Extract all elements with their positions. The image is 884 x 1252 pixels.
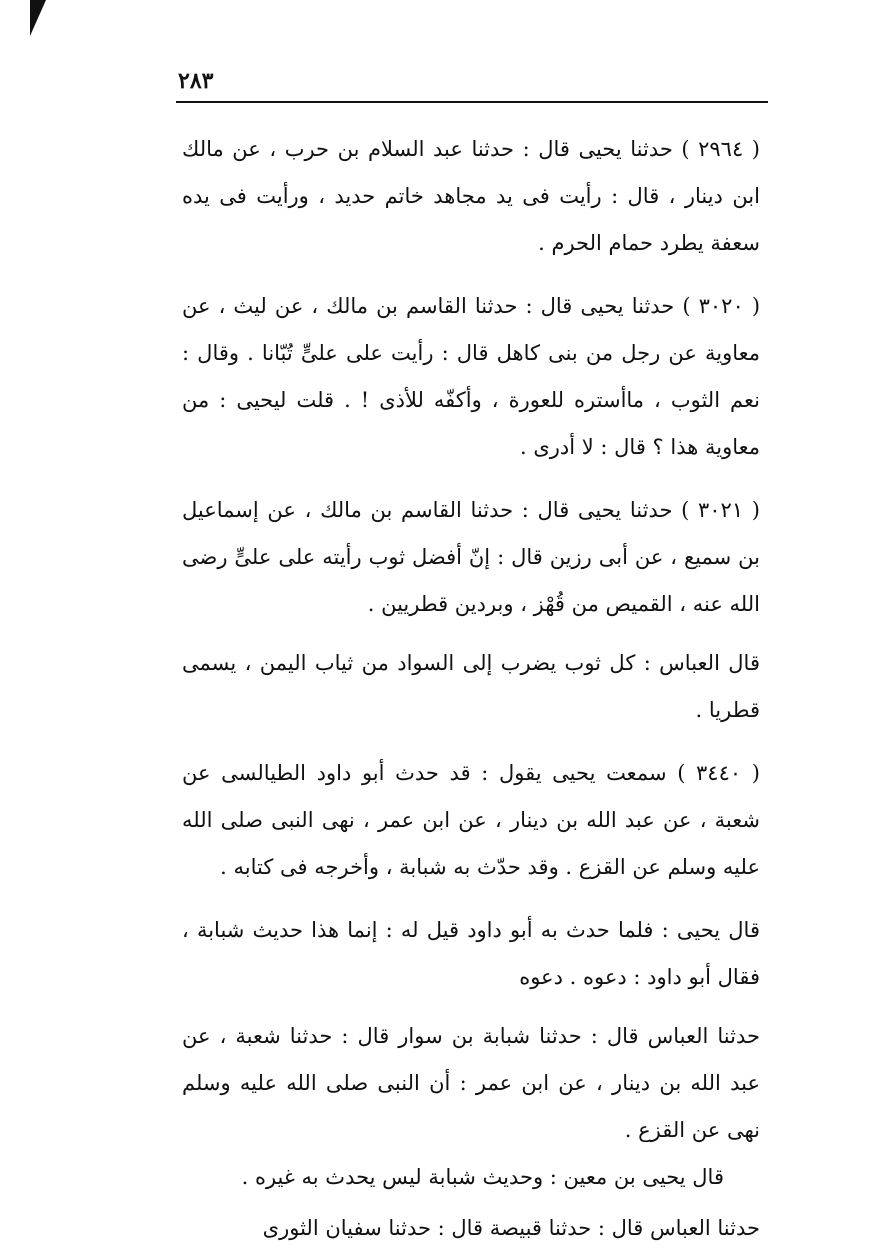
paragraph-qabisa: حدثنا العباس قال : حدثنا قبيصة قال : حدثنا سفيان الثورى: [262, 1216, 760, 1240]
page-body: [182, 126, 760, 1252]
header-divider: [176, 101, 768, 103]
paragraph-3021: ( ٣٠٢١ ) حدثنا يحيى قال : حدثنا القاسم بن مالك ، عن إسماعيل بن سميع ، عن أبى رزين قال : إنّ أفضل ثوب رأيته على علىٍّ رضى الله عنه ، القميص من قُهْز ، وبردين قطريين .: [182, 498, 760, 616]
paragraph-yahya-note: قال يحيى : فلما حدث به أبو داود قيل له : إنما هذا حديث شبابة ، فقال أبو داود : دعوه . دعوه: [182, 918, 760, 989]
paragraph-3440: ( ٣٤٤٠ ) سمعت يحيى يقول : قد حدث أبو داود الطيالسى عن شعبة ، عن عبد الله بن دينار ، عن ابن عمر ، نهى النبى صلى الله عليه وسلم عن القزع . وقد حدّث به شبابة ، وأخرجه فى كتابه .: [182, 761, 760, 879]
paragraph-abbas-note: قال العباس : كل ثوب يضرب إلى السواد من ثياب اليمن ، يسمى قطريا .: [182, 651, 760, 722]
paragraph-abbas-shababa: حدثنا العباس قال : حدثنا شبابة بن سوار قال : حدثنا شعبة ، عن عبد الله بن دينار ، عن ابن عمر : أن النبى صلى الله عليه وسلم نهى عن القزع .: [182, 1024, 760, 1142]
page-number: ٢٨٣: [178, 68, 214, 94]
paragraph-ibn-main: قال يحيى بن معين : وحديث شبابة ليس يحدث به غيره .: [241, 1165, 724, 1189]
paragraph-3020: ( ٣٠٢٠ ) حدثنا يحيى قال : حدثنا القاسم بن مالك ، عن ليث ، عن معاوية عن رجل من بنى كاهل قال : رأيت على علىٍّ تُبّانا . وقال : نعم الثوب ، ماأستره للعورة ، وأكفّه للأذى ! . قلت ليحيى : من معاوية هذا ؟ قال : لا أدرى .: [182, 294, 761, 459]
paragraph-2964: ( ٢٩٦٤ ) حدثنا يحيى قال : حدثنا عبد السلام بن حرب ، عن مالك ابن دينار ، قال : رأيت فى يد مجاهد خاتم حديد ، ورأيت فى يده سعفة يطرد حمام الحرم .: [182, 137, 760, 255]
corner-mark: [30, 0, 62, 36]
